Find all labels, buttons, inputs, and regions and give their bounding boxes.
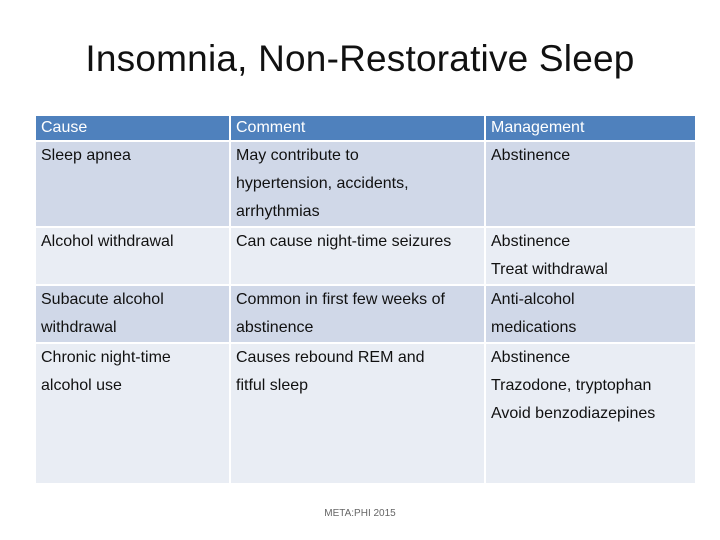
management-cell (485, 343, 695, 483)
management-cell (485, 227, 695, 285)
header-management: Management (485, 116, 695, 141)
management-cell (485, 141, 695, 227)
management-line: medications (491, 319, 577, 336)
cause-line: Alcohol withdrawal (41, 233, 174, 250)
cause-cell (36, 141, 230, 227)
cause-line: Subacute alcohol (41, 291, 164, 308)
management-cell (485, 285, 695, 343)
management-line: Trazodone, tryptophan (491, 377, 652, 394)
slide-footer: META:PHI 2015 (324, 508, 396, 519)
management-line: Avoid benzodiazepines (491, 405, 656, 422)
cause-line: Chronic night-time (41, 349, 171, 366)
cause-cell (36, 343, 230, 483)
table-header-row (36, 116, 695, 141)
management-line: Abstinence (491, 233, 571, 250)
management-line: Treat withdrawal (491, 261, 608, 278)
comment-line: Causes rebound REM and (236, 349, 425, 366)
comment-line: Common in first few weeks of (236, 291, 445, 308)
table-row (36, 343, 695, 483)
header-cause: Cause (36, 116, 230, 141)
comment-cell (230, 285, 485, 343)
table-row (36, 285, 695, 343)
header-comment: Comment (230, 116, 485, 141)
cause-cell (36, 285, 230, 343)
management-line: Anti-alcohol (491, 291, 575, 308)
table-row (36, 227, 695, 285)
comment-cell (230, 343, 485, 483)
cause-line: alcohol use (41, 377, 122, 394)
comment-cell (230, 227, 485, 285)
cause-line: withdrawal (41, 319, 117, 336)
cause-line: Sleep apnea (41, 147, 131, 164)
management-line: Abstinence (491, 349, 571, 366)
comment-cell (230, 141, 485, 227)
comment-line: arrhythmias (236, 203, 320, 220)
comment-line: Can cause night-time seizures (236, 233, 452, 250)
management-line: Abstinence (491, 147, 571, 164)
comment-line: May contribute to (236, 147, 359, 164)
sleep-causes-table (36, 116, 695, 483)
comment-line: hypertension, accidents, (236, 175, 409, 192)
cause-cell (36, 227, 230, 285)
slide-title: Insomnia, Non-Restorative Sleep (85, 38, 635, 79)
table-row (36, 141, 695, 227)
comment-line: fitful sleep (236, 377, 309, 394)
comment-line: abstinence (236, 319, 314, 336)
